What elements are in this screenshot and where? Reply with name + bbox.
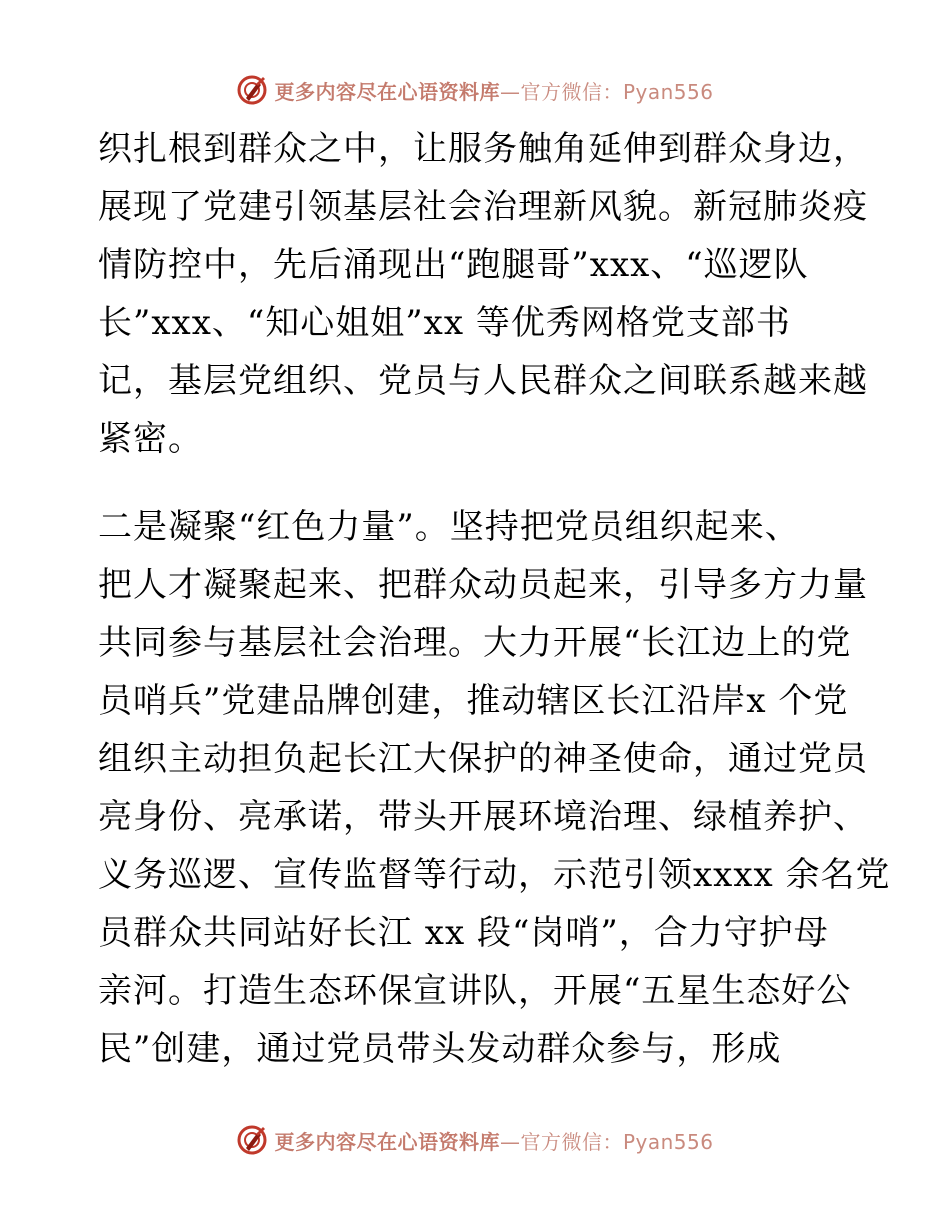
paragraph-line: 员哨兵”党建品牌创建，推动辖区长江沿岸x 个党 xyxy=(98,681,849,721)
paragraph-line: 亮身份、亮承诺，带头开展环境治理、绿植养护、 xyxy=(98,797,868,837)
paragraph-line: 记，基层党组织、党员与人民群众之间联系越来越 xyxy=(98,361,868,401)
footer-dash: — xyxy=(499,1129,521,1154)
header-watermark-banner xyxy=(0,70,950,110)
footer-watermark-banner xyxy=(0,1120,950,1160)
paragraph-line: 把人才凝聚起来、把群众动员起来，引导多方力量 xyxy=(98,565,868,605)
paragraph-line: 情防控中，先后涌现出“跑腿哥”xxx、“巡逻队 xyxy=(98,245,809,285)
paragraph-line: 紧密。 xyxy=(98,419,203,459)
paragraph-line: 亲河。打造生态环保宣讲队，开展“五星生态好公 xyxy=(98,971,852,1011)
paragraph-line: 员群众共同站好长江 xx 段“岗哨”，合力守护母 xyxy=(98,913,829,953)
paragraph-line: 织扎根到群众之中，让服务触角延伸到群众身边， xyxy=(98,129,868,169)
footer-site-name: 更多内容尽在心语资料库 xyxy=(274,1129,500,1154)
logo-icon xyxy=(236,1124,268,1156)
paragraph-1 xyxy=(98,120,868,468)
document-body xyxy=(98,120,891,1078)
logo-icon xyxy=(236,74,268,106)
paragraph-2 xyxy=(98,498,891,1078)
footer-banner-text xyxy=(274,1126,713,1155)
header-banner-text xyxy=(274,76,713,105)
paragraph-line: 民”创建，通过党员带头发动群众参与，形成 xyxy=(98,1029,782,1069)
paragraph-line: 义务巡逻、宣传监督等行动，示范引领xxxx 余名党 xyxy=(98,855,891,895)
header-wechat: 官方微信：Pyan556 xyxy=(520,79,714,104)
paragraph-line: 展现了党建引领基层社会治理新风貌。新冠肺炎疫 xyxy=(98,187,868,227)
paragraph-line: 长”xxx、“知心姐姐”xx 等优秀网格党支部书 xyxy=(98,303,791,343)
header-dash: — xyxy=(499,79,521,104)
footer-wechat: 官方微信：Pyan556 xyxy=(520,1129,714,1154)
header-site-name: 更多内容尽在心语资料库 xyxy=(274,79,500,104)
paragraph-line: 共同参与基层社会治理。大力开展“长江边上的党 xyxy=(98,623,852,663)
paragraph-spacer xyxy=(98,468,858,498)
paragraph-line: 二是凝聚“红色力量”。坚持把党员组织起来、 xyxy=(98,507,800,547)
paragraph-line: 组织主动担负起长江大保护的神圣使命，通过党员 xyxy=(98,739,868,779)
